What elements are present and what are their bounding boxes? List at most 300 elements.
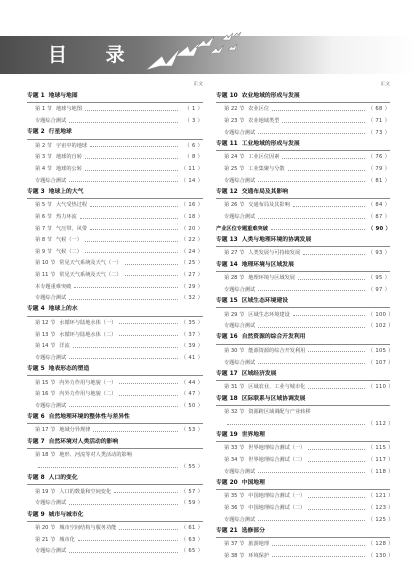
toc-entry[interactable] [216, 345, 394, 357]
chapter-number: 专题 6 [27, 414, 45, 420]
toc-entry[interactable] [27, 351, 203, 363]
entry-title: 气候（二） [55, 248, 82, 255]
dot-leader [227, 423, 365, 425]
chapter-heading [216, 90, 390, 103]
dot-leader [308, 387, 365, 389]
section-number: 第 8 节 [35, 237, 52, 244]
page-number: （ 79 ） [368, 166, 391, 173]
entry-title: 专题综合测试 [35, 500, 67, 507]
chapter-number: 专题 14 [216, 261, 238, 268]
toc-entry[interactable] [216, 320, 394, 332]
chapter-title: 地球上的水 [48, 306, 78, 313]
section-number: 第 36 节 [224, 505, 245, 512]
toc-entry[interactable] [27, 292, 203, 304]
section-number: 第 18 节 [35, 452, 56, 459]
entry-title: 专题综合测试 [35, 548, 67, 555]
page-number: （ 32 ） [181, 295, 204, 302]
dot-leader [114, 491, 178, 493]
page-number: （ 130 ） [368, 552, 394, 559]
page-number: （ 47 ） [181, 391, 204, 398]
chapter-number: 专题 4 [27, 306, 45, 313]
entry-title: 人类发展与可持续发展 [248, 250, 301, 257]
section-number: 第 5 节 [35, 202, 52, 209]
toc-entry[interactable] [27, 545, 203, 557]
dot-leader [85, 251, 178, 253]
page-number: （ 24 ） [181, 248, 204, 255]
chapter-title: 自然资源的综合开发利用 [241, 334, 306, 341]
entry-title: 专题综合测试 [35, 118, 67, 125]
dot-leader [90, 205, 178, 207]
page-number: （ 57 ） [181, 488, 204, 495]
chapter-number: 专题 17 [216, 370, 238, 377]
toc-entry[interactable] [27, 103, 203, 115]
chapter-heading [216, 331, 390, 344]
toc-entry[interactable] [27, 485, 203, 497]
chapter-number: 专题 2 [27, 129, 45, 136]
section-number: 第 11 节 [35, 271, 56, 278]
toc-special-entry[interactable] [216, 222, 390, 234]
toc-entry[interactable] [216, 272, 390, 284]
dot-leader [298, 278, 365, 280]
chapter-number: 专题 13 [216, 236, 238, 243]
dot-leader [90, 228, 178, 230]
toc-entry[interactable] [216, 211, 390, 223]
toc-entry[interactable] [216, 308, 394, 320]
page-number: （ 63 ） [181, 536, 204, 543]
page-number: （ 27 ） [181, 271, 204, 278]
page-title: 目 录 [48, 44, 141, 66]
toc-column-right [216, 80, 394, 561]
page-number: （ 37 ） [181, 331, 204, 338]
page-number: （ 53 ） [181, 427, 204, 434]
section-number: 第 4 节 [35, 166, 52, 173]
dot-leader [308, 448, 365, 450]
chapter-heading [27, 126, 203, 139]
page-number: （ 123 ） [368, 505, 394, 512]
dot-leader [303, 253, 365, 255]
toc-entry[interactable] [216, 126, 390, 138]
page-number: （ 87 ） [368, 214, 391, 221]
entry-title: 农业区位 [248, 106, 270, 113]
dot-leader [38, 466, 178, 468]
entry-title: 专题综合测试 [224, 468, 256, 475]
chapter-number: 专题 12 [216, 188, 238, 195]
dot-leader [69, 180, 178, 182]
toc-entry[interactable] [216, 247, 390, 259]
chapter-number: 专题 8 [27, 475, 45, 482]
section-number: 第 14 节 [35, 343, 56, 350]
toc-entry[interactable] [27, 449, 203, 461]
dot-leader [119, 322, 178, 324]
entry-title: 交通布局及其影响 [248, 202, 290, 209]
chapter-number: 专题 7 [27, 438, 45, 445]
page-number: （ 14 ） [181, 177, 204, 184]
section-number: 第 1 节 [35, 106, 52, 113]
chapter-title: 区际联系与区域协调发展 [241, 395, 306, 402]
page-number: （ 93 ） [368, 250, 391, 257]
entry-title: 热力环流 [55, 214, 77, 221]
toc-entry[interactable] [27, 388, 203, 400]
page-number: （ 118 ） [368, 468, 394, 475]
dot-leader [125, 274, 178, 276]
entry-title: 大气受热过程 [55, 202, 88, 209]
dot-leader [119, 528, 178, 530]
dot-leader [69, 405, 178, 407]
toc-entry[interactable] [216, 115, 390, 127]
entry-title: 水循环与陆地水体（二） [59, 331, 117, 338]
chapter-number: 专题 11 [216, 140, 238, 147]
chapter-title: 农业地域的形成与发展 [241, 93, 300, 99]
entry-title: 人口的数量和空间变化 [59, 488, 112, 495]
page-number: （ 107 ） [368, 359, 394, 366]
page-number: （ 76 ） [368, 154, 391, 161]
chapter-heading [27, 186, 203, 199]
entry-title: 世界地理综合测试（二） [248, 457, 306, 464]
chapter-heading [27, 472, 203, 485]
toc-entry[interactable] [27, 376, 203, 388]
entry-title: 地球的公转 [55, 166, 82, 173]
dot-leader [293, 205, 365, 207]
toc-entry[interactable] [216, 356, 394, 368]
entry-title: 专题综合测试 [224, 323, 256, 330]
entry-title: 常见天气系统及天气（一） [59, 260, 122, 267]
section-number: 第 7 节 [35, 225, 52, 232]
page-number: （ 68 ） [368, 106, 391, 113]
entry-title: 产业区位专题重难突破 [216, 225, 268, 232]
chapter-title: 人类与地理环境的协调发展 [241, 236, 312, 243]
chapter-title: 世界地理 [241, 431, 265, 438]
entry-title: 资源跨区域调配与产业转移 [248, 409, 311, 416]
toc-entry[interactable] [216, 381, 394, 393]
chapter-title: 地理环境与区域发展 [241, 261, 294, 268]
section-number: 第 20 节 [35, 525, 56, 532]
toc-entry[interactable] [216, 502, 394, 514]
section-number: 第 24 节 [224, 154, 245, 161]
entry-title: 区域农业、工业与城市化 [248, 384, 306, 391]
dot-leader [69, 298, 178, 300]
page-number: （ 25 ） [181, 260, 204, 267]
entry-title: 世界地理综合测试（一） [248, 445, 306, 452]
page-number: （ 81 ） [368, 177, 391, 184]
dot-leader [272, 109, 365, 111]
toc-entry[interactable] [216, 283, 390, 295]
entry-title: 水循环与陆地水体（一） [59, 319, 117, 326]
toc-entry[interactable] [216, 538, 394, 550]
section-number: 第 26 节 [224, 202, 245, 209]
entry-title: 地球与地图 [55, 106, 82, 113]
dot-leader [271, 228, 365, 230]
page-number: （ 3 ） [184, 118, 203, 125]
toc-entry[interactable] [27, 340, 203, 352]
chapter-number: 专题 3 [27, 188, 45, 195]
dot-leader [85, 240, 178, 242]
page-number: （ 59 ） [181, 500, 204, 507]
page-number: （ 125 ） [368, 516, 394, 523]
toc-entry[interactable] [216, 151, 390, 163]
section-number: 第 19 节 [35, 488, 56, 495]
entry-title: 环境保护 [248, 552, 270, 559]
dot-leader [85, 109, 178, 111]
entry-title: 专题综合测试 [35, 295, 67, 302]
dot-leader [119, 334, 178, 336]
entry-title: 专题综合测试 [224, 214, 256, 221]
toc-entry[interactable] [216, 163, 390, 175]
toc-entry[interactable] [216, 406, 390, 418]
chapter-title: 自然环境对人类活动的影响 [48, 438, 119, 445]
toc-entry[interactable] [27, 151, 203, 163]
page-number: （ 39 ） [181, 343, 204, 350]
section-number: 第 10 节 [35, 260, 56, 267]
toc-entry[interactable] [27, 163, 203, 175]
dot-leader [282, 121, 365, 123]
section-number: 第 34 节 [224, 457, 245, 464]
entry-title: 专题综合测试 [35, 402, 67, 409]
dot-leader [69, 551, 178, 553]
dot-leader [69, 357, 178, 359]
dot-leader [85, 169, 178, 171]
toc-entry[interactable] [27, 533, 203, 545]
page-number: （ 110 ） [368, 384, 394, 391]
page-number: （ 22 ） [181, 237, 204, 244]
chapter-number: 专题 19 [216, 431, 238, 438]
chapter-number: 专题 10 [216, 93, 238, 99]
chapter-title: 区域经济发展 [241, 370, 277, 377]
page-number: （ 16 ） [181, 202, 204, 209]
chapter-title: 地球上的大气 [48, 188, 84, 195]
entry-title: 工业集聚与分散 [248, 166, 285, 173]
chapter-heading [27, 411, 203, 424]
dot-leader [308, 496, 365, 498]
page-number: （ 84 ） [368, 202, 391, 209]
page-number: （ 18 ） [181, 214, 204, 221]
chapter-heading [216, 393, 390, 406]
toc-entry[interactable] [27, 222, 203, 234]
page-number: （ 6 ） [184, 142, 203, 149]
entry-title: 气候（一） [55, 237, 82, 244]
chapter-title: 选修部分 [241, 527, 265, 534]
dot-leader [258, 289, 365, 291]
section-number: 第 29 节 [224, 311, 245, 318]
toc-entry[interactable] [27, 280, 203, 292]
page-number: （ 44 ） [181, 379, 204, 386]
chapter-heading [27, 363, 203, 376]
section-number: 第 2 节 [35, 142, 52, 149]
chapter-title: 区域生态环境建设 [241, 298, 289, 305]
dot-leader [272, 544, 365, 546]
chapter-title: 交通布局及其影响 [241, 188, 289, 195]
dot-leader [272, 555, 365, 557]
entry-title: 旅游地理 [248, 541, 270, 548]
toc-entry[interactable] [216, 417, 394, 429]
section-number: 第 33 节 [224, 445, 245, 452]
section-number: 第 38 节 [224, 552, 245, 559]
chapter-heading [27, 90, 203, 103]
section-number: 第 21 节 [35, 536, 56, 543]
toc-entry[interactable] [27, 522, 203, 534]
entry-title: 宇宙中的地球 [55, 142, 88, 149]
page-number: （ 65 ） [181, 548, 204, 555]
dot-leader [80, 217, 178, 219]
chapter-number: 专题 16 [216, 334, 238, 341]
chapter-heading [216, 234, 390, 247]
page-number: （ 35 ） [181, 319, 204, 326]
entry-title: 工业区位因素 [248, 154, 280, 161]
section-number: 第 31 节 [224, 384, 245, 391]
chapter-title: 地球与地图 [48, 93, 78, 99]
chapter-title: 工业地域的形成与发展 [241, 140, 300, 147]
toc-entry[interactable] [27, 497, 203, 509]
page-number: （ 55 ） [181, 463, 204, 470]
chapter-number: 专题 1 [27, 93, 45, 99]
toc-entry[interactable] [27, 115, 203, 127]
dot-leader [293, 314, 365, 316]
toc-entry[interactable] [27, 246, 203, 258]
toc-entry[interactable] [216, 465, 394, 477]
dot-leader [308, 508, 365, 510]
page-number: （ 128 ） [368, 541, 394, 548]
page-number: （ 97 ） [368, 286, 391, 293]
section-number: 第 35 节 [224, 493, 245, 500]
entry-title: 专题综合测试 [224, 129, 256, 136]
chapter-number: 专题 18 [216, 395, 238, 402]
chapter-heading [27, 303, 203, 316]
section-number: 第 15 节 [35, 379, 56, 386]
entry-title: 专题综合测试 [224, 177, 256, 184]
entry-title: 内外力作用与地貌（一） [59, 379, 117, 386]
dot-leader [258, 326, 365, 328]
dot-leader [288, 169, 365, 171]
toc-entry[interactable] [27, 257, 203, 269]
entry-title: 洋流 [59, 343, 70, 350]
section-number: 第 13 节 [35, 331, 56, 338]
toc-entry[interactable] [216, 454, 394, 466]
section-number: 第 17 节 [35, 427, 56, 434]
toc-column-left [27, 80, 203, 557]
toc-entry[interactable] [27, 199, 203, 211]
toc-entry[interactable] [216, 513, 394, 525]
dot-leader [69, 121, 178, 123]
toc-entry[interactable] [216, 174, 390, 186]
chapter-title: 自然地理环境的整体性与差异性 [48, 414, 130, 420]
page-number: （ 121 ） [368, 493, 394, 500]
dot-leader [78, 539, 178, 541]
toc-entry[interactable] [27, 317, 203, 329]
page-number: （ 1 ） [184, 106, 203, 113]
dot-leader [90, 145, 178, 147]
chapter-number: 专题 20 [216, 479, 238, 486]
page-number: （ 8 ） [184, 154, 203, 161]
birds-graphic [136, 26, 246, 78]
toc-entry[interactable] [27, 424, 203, 436]
chapter-title: 行星地球 [48, 129, 72, 136]
chapter-heading [216, 368, 390, 381]
toc-entry[interactable] [27, 234, 203, 246]
toc-entry[interactable] [216, 550, 394, 562]
section-number: 第 28 节 [224, 275, 245, 282]
toc-entry[interactable] [27, 174, 203, 186]
section-number: 第 23 节 [224, 118, 245, 125]
page-number: （ 90 ） [368, 225, 392, 232]
dot-leader [69, 503, 178, 505]
chapter-heading [216, 525, 390, 538]
entry-title: 地理环境与区域发展 [248, 275, 295, 282]
dot-leader [119, 382, 178, 384]
entry-title: 地域分异规律 [59, 427, 91, 434]
chapter-number: 专题 9 [27, 511, 45, 518]
toc-entry[interactable] [27, 269, 203, 281]
toc-entry[interactable] [216, 490, 394, 502]
toc-entry[interactable] [27, 140, 203, 152]
entry-title: 专题综合测试 [224, 286, 256, 293]
section-number: 第 12 节 [35, 319, 56, 326]
chapter-title: 中国地理 [241, 479, 265, 486]
page-number: （ 105 ） [368, 347, 394, 354]
entry-title: 区域生态环境建设 [248, 311, 290, 318]
entry-title: 地形、河流等对人类活动的影响 [59, 452, 132, 459]
chapter-heading [216, 138, 390, 151]
dot-leader [258, 180, 365, 182]
toc-entry[interactable] [216, 103, 390, 115]
section-number: 第 6 节 [35, 214, 52, 221]
dot-leader [93, 430, 178, 432]
chapter-heading [216, 295, 390, 308]
entry-title: 农业地域类型 [248, 118, 280, 125]
page-number: （ 20 ） [181, 225, 204, 232]
entry-title: 专题综合测试 [224, 516, 256, 523]
section-number: 第 25 节 [224, 166, 245, 173]
entry-title: 内外力作用与地貌（二） [59, 391, 117, 398]
entry-title: 本专题重难突破 [35, 283, 72, 290]
chapter-title: 地表形态的塑造 [48, 366, 90, 373]
page-number: （ 73 ） [368, 129, 391, 136]
section-number: 第 27 节 [224, 250, 245, 257]
dot-leader [258, 471, 365, 473]
chapter-heading [216, 186, 390, 199]
dot-leader [308, 350, 365, 352]
toc-entry[interactable] [27, 399, 203, 411]
page-number: （ 61 ） [181, 525, 204, 532]
section-number: 第 16 节 [35, 391, 56, 398]
dot-leader [73, 346, 178, 348]
entry-title: 常见天气系统及天气（二） [59, 271, 122, 278]
page-number: （ 115 ） [368, 445, 394, 452]
entry-title: 气压带、风带 [55, 225, 88, 232]
toc-entry[interactable] [216, 199, 390, 211]
chapter-number: 专题 15 [216, 298, 238, 305]
toc-entry[interactable] [27, 211, 203, 223]
page-number: （ 112 ） [368, 420, 394, 427]
entry-title: 专题综合测试 [35, 354, 67, 361]
toc-entry[interactable] [27, 461, 203, 473]
dot-leader [119, 394, 178, 396]
entry-title: 中国地理综合测试（一） [248, 493, 306, 500]
section-number: 第 3 节 [35, 154, 52, 161]
entry-title: 专题综合测试 [224, 359, 256, 366]
entry-title: 中国地理综合测试（二） [248, 505, 306, 512]
entry-title: 地球的自转 [55, 154, 82, 161]
chapter-number: 专题 5 [27, 366, 45, 373]
entry-title: 专题综合测试 [35, 177, 67, 184]
entry-title: 城市空间结构与服务功能 [59, 525, 117, 532]
page-number: （ 41 ） [181, 354, 204, 361]
dot-leader [125, 263, 178, 265]
page-number: （ 100 ） [368, 311, 394, 318]
dot-leader [85, 157, 178, 159]
chapter-heading [216, 477, 390, 490]
dot-leader [258, 132, 365, 134]
toc-entry[interactable] [216, 442, 394, 454]
toc-entry[interactable] [27, 328, 203, 340]
